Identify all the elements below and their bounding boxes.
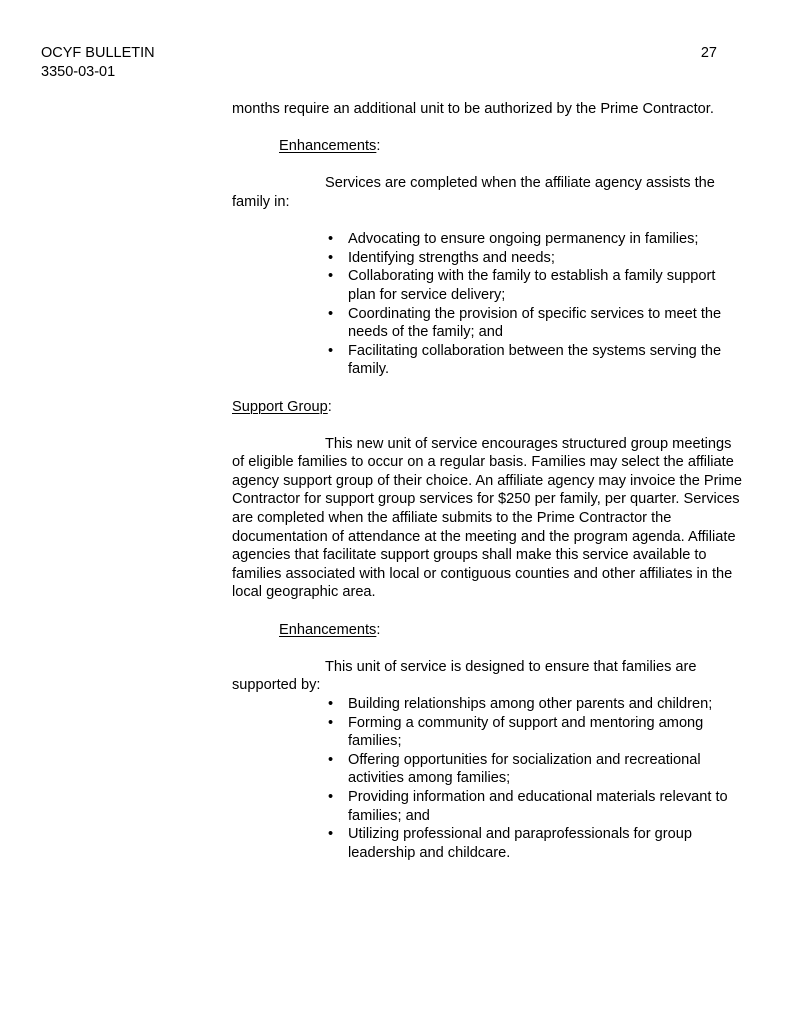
bullet-icon: •: [328, 305, 334, 322]
bulletin-title: OCYF BULLETIN: [41, 45, 155, 61]
list-item: [232, 267, 742, 304]
spacer: [232, 156, 742, 175]
header-row: [41, 44, 717, 82]
list-item-text: Offering opportunities for socialization and recreational activities among families;: [348, 751, 701, 787]
bullet-icon: •: [328, 826, 334, 843]
enhancements-heading-2-colon: :: [376, 621, 381, 638]
enhancements-heading-2-label: Enhancements: [279, 621, 377, 638]
list-item-text: Building relationships among other parents and children;: [348, 696, 713, 712]
enhancements-intro-1: Services are completed when the affiliate agency assists the family in:: [232, 175, 715, 210]
enhancements-heading-2: [232, 621, 742, 640]
list-item-text: Providing information and educational materials relevant to families; and: [348, 788, 728, 824]
bullet-icon: •: [328, 714, 334, 731]
list-item-text: Advocating to ensure ongoing permanency in families;: [348, 231, 699, 248]
list-item-text: Coordinating the provision of specific services to meet the needs of the family; and: [348, 305, 722, 341]
bullet-icon: •: [328, 788, 334, 805]
bullet-icon: •: [328, 268, 334, 285]
list-item: [232, 788, 742, 825]
enhancements-heading-1-colon: :: [376, 138, 381, 155]
list-item-text: Facilitating collaboration between the systems serving the family.: [348, 342, 722, 378]
spacer: [232, 119, 742, 138]
page-number: 27: [700, 45, 717, 61]
continuation-paragraph: months require an additional unit to be authorized by the Prime Contractor.: [232, 101, 714, 117]
enhancements-intro-2: This unit of service is designed to ensure that families are supported by:: [232, 658, 697, 694]
list-item-text: Collaborating with the family to establish a family support plan for service delivery;: [348, 268, 716, 303]
list-item-text: Utilizing professional and paraprofessionals for group leadership and childcare.: [348, 826, 692, 861]
enhancements-heading-1-label: Enhancements: [279, 138, 377, 155]
enhancements-bullet-list-1: [232, 230, 742, 379]
list-item-text: Identifying strengths and needs;: [348, 249, 555, 266]
list-item: [232, 751, 742, 788]
enhancements-bullet-list-2: [232, 695, 742, 862]
list-item: [232, 249, 742, 268]
document-body: [232, 100, 742, 862]
bulletin-identifier: [41, 44, 155, 82]
list-item-text: Forming a community of support and mentoring among families;: [348, 714, 704, 750]
enhancements-heading-1: [232, 137, 742, 156]
support-group-heading-colon: :: [327, 398, 332, 415]
spacer: [232, 639, 742, 658]
support-group-heading: [232, 398, 742, 417]
list-item: [232, 825, 742, 862]
spacer: [232, 416, 742, 435]
support-group-paragraph: This new unit of service encourages structured group meetings of eligible families to occur on a regular basis. Families may select the affiliate agency support group of their choice. An affiliate agency may invoice the Prime Contractor for support group services for $250 per family, per quarter. Services are completed when the affiliate submits to the Prime Contractor the documentation of attendance at the meeting and the program agenda. Affiliate agencies that facilitate support groups shall make this service available to families associated with local or contiguous counties and other affiliates in the local geographic area.: [232, 435, 742, 601]
bulletin-number: 3350-03-01: [41, 64, 116, 80]
bullet-icon: •: [328, 342, 334, 359]
list-item: [232, 230, 742, 249]
spacer: [232, 379, 742, 398]
spacer: [232, 212, 742, 231]
list-item: [232, 342, 742, 379]
bullet-icon: •: [328, 696, 334, 712]
spacer: [232, 602, 742, 621]
bullet-icon: •: [328, 751, 334, 768]
list-item: [232, 695, 742, 714]
page-header: [41, 44, 717, 82]
list-item: [232, 714, 742, 751]
list-item: [232, 305, 742, 342]
bullet-icon: •: [328, 231, 334, 248]
bullet-icon: •: [328, 249, 334, 266]
support-group-heading-label: Support Group: [232, 398, 328, 415]
